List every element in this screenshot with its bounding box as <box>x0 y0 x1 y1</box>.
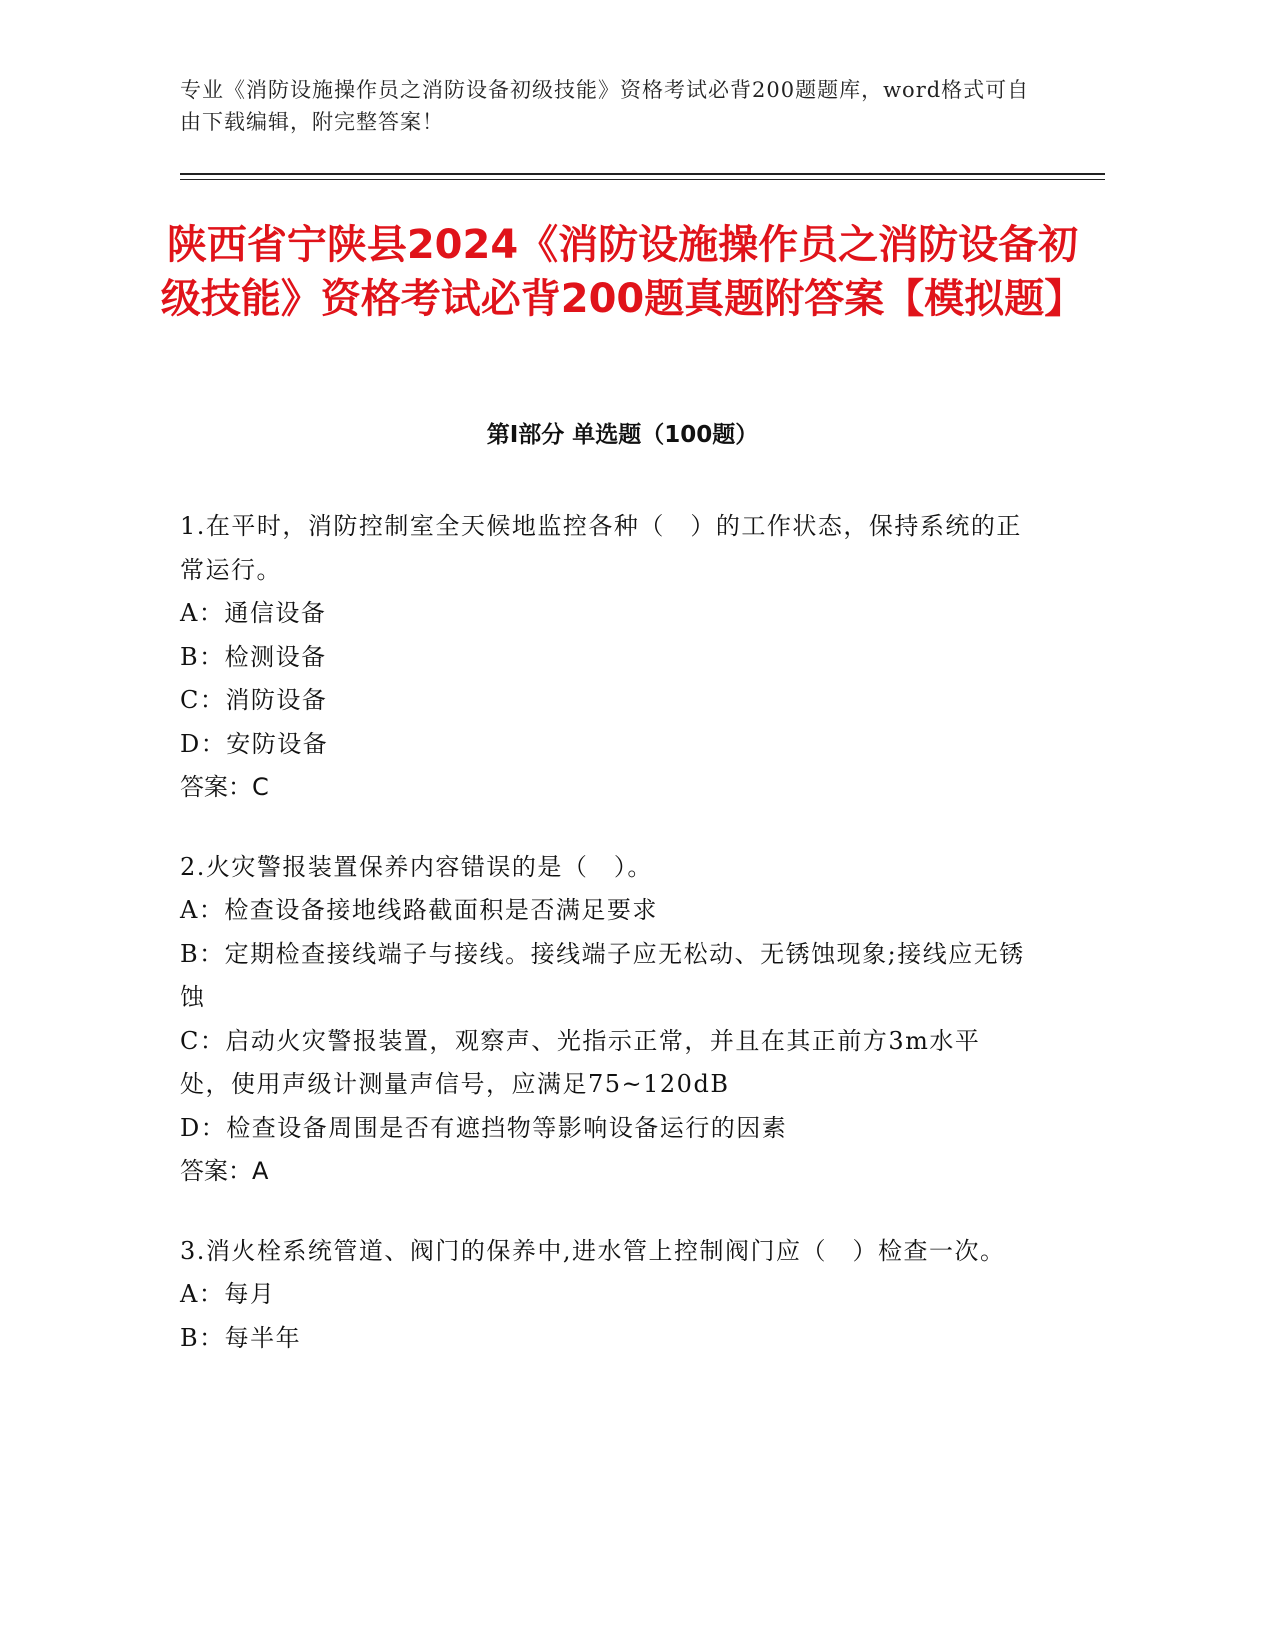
option-b: B：定期检查接线端子与接线。接线端子应无松动、无锈蚀现象;接线应无锈蚀 <box>180 939 1025 1011</box>
question-1 <box>180 505 1025 810</box>
question-3 <box>180 1230 1025 1361</box>
answer-line: 答案：C <box>180 773 269 801</box>
option-d: D：检查设备周围是否有遮挡物等影响设备运行的因素 <box>180 1113 788 1142</box>
option-b: B：每半年 <box>180 1323 302 1352</box>
header-note: 专业《消防设施操作员之消防设备初级技能》资格考试必背200题题库，word格式可自由下载编辑，附完整答案！ <box>180 78 1030 134</box>
section-title: 第Ⅰ部分 单选题（100题） <box>486 422 759 448</box>
option-a: A：通信设备 <box>180 599 327 627</box>
question-stem: 3.消火栓系统管道、阀门的保养中,进水管上控制阀门应（ ）检查一次。 <box>180 1236 1006 1265</box>
question-2 <box>180 846 1025 1194</box>
question-list <box>180 505 1025 1396</box>
answer-line: 答案：A <box>180 1157 269 1185</box>
header-divider-thick <box>180 173 1105 175</box>
option-a: A：检查设备接地线路截面积是否满足要求 <box>180 896 658 924</box>
option-c: C：启动火灾警报装置，观察声、光指示正常，并且在其正前方3m水平处，使用声级计测量声信号，应满足75~120dB <box>180 1026 981 1098</box>
question-stem: 1.在平时，消防控制室全天候地监控各种（ ）的工作状态，保持系统的正常运行。 <box>180 512 1022 584</box>
header-divider-thin <box>180 179 1105 180</box>
question-stem: 2.火灾警报装置保养内容错误的是（ ）。 <box>180 852 653 881</box>
option-a: A：每月 <box>180 1280 276 1308</box>
option-d: D：安防设备 <box>180 729 329 758</box>
option-c: C：消防设备 <box>180 686 328 714</box>
document-title: 陕西省宁陕县2024《消防设施操作员之消防设备初级技能》资格考试必背200题真题附答案【模拟题】 <box>160 222 1085 322</box>
option-b: B：检测设备 <box>180 642 327 671</box>
